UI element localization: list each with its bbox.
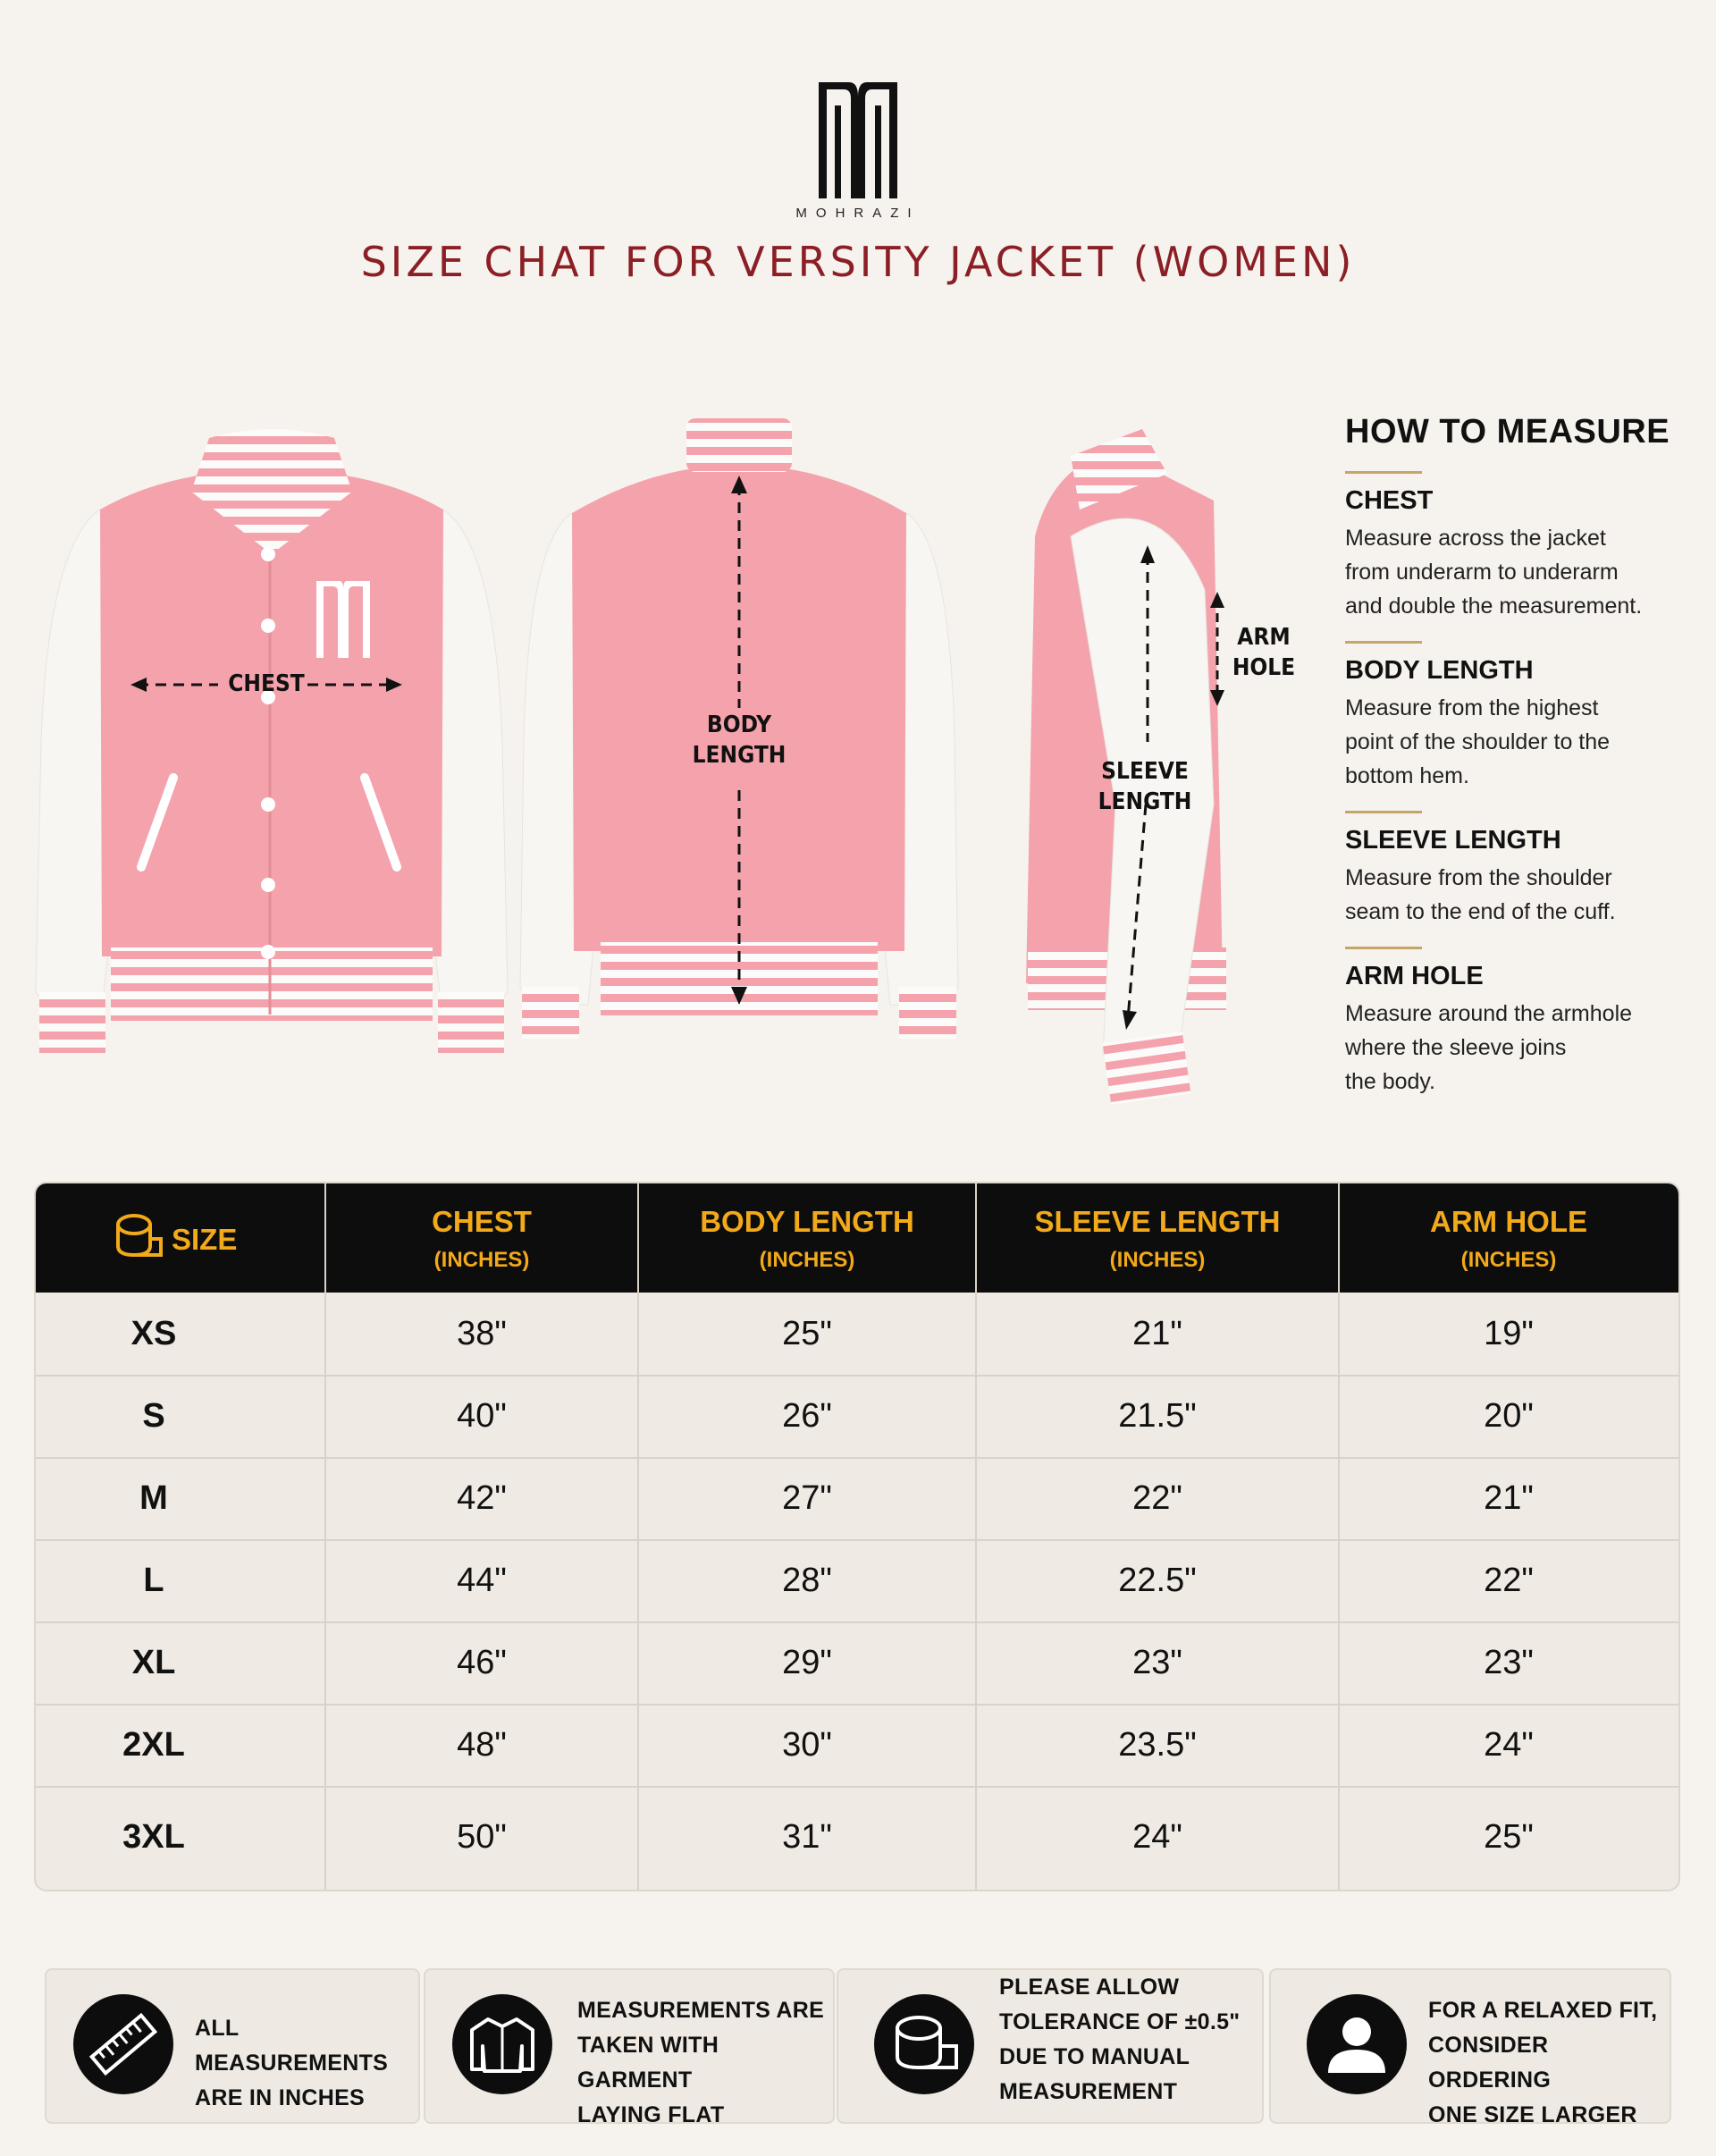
- table-row: [36, 1539, 1678, 1623]
- table-row: [36, 1457, 1678, 1541]
- table-header: [36, 1183, 1678, 1293]
- size-cell: M: [139, 1479, 168, 1517]
- measurement-cell: 22": [1132, 1479, 1182, 1517]
- measurement-cell: 48": [457, 1726, 507, 1764]
- note-text: MEASUREMENTS ARE TAKEN WITH GARMENT LAYING FLAT: [577, 1998, 825, 2127]
- body-length-label: BODY LENGTH: [692, 712, 786, 769]
- sleeve-length-label: SLEEVE LENGTH: [1098, 758, 1192, 815]
- brand-logo: [813, 79, 903, 204]
- measurement-cell: 50": [457, 1818, 507, 1856]
- header-size: SIZE: [36, 1183, 325, 1293]
- header-chest: CHEST (INCHES): [432, 1205, 532, 1272]
- measure-description: Measure around the armhole where the sleeve joins the body.: [1345, 1001, 1633, 1094]
- measurement-cell: 21.5": [1118, 1397, 1197, 1435]
- header-arm-hole: ARM HOLE (INCHES): [1430, 1205, 1587, 1272]
- measurement-cell: 44": [457, 1562, 507, 1599]
- size-chart-table: [34, 1182, 1680, 1891]
- measurement-cell: 46": [457, 1644, 507, 1681]
- column-divider: [324, 1183, 326, 1890]
- table-row: [36, 1704, 1678, 1788]
- note-text: FOR A RELAXED FIT, CONSIDER ORDERING ONE SIZE LARGER: [1428, 1998, 1658, 2127]
- measure-heading: BODY LENGTH: [1345, 656, 1534, 685]
- measurement-cell: 31": [782, 1818, 832, 1856]
- measurement-cell: 24": [1132, 1818, 1182, 1856]
- tape-measure-icon: [874, 1994, 974, 2094]
- size-cell: XS: [130, 1315, 177, 1352]
- how-to-measure-title: HOW TO MEASURE: [1345, 413, 1670, 451]
- measurement-cell: 38": [457, 1315, 507, 1352]
- measurement-cell: 27": [782, 1479, 832, 1517]
- measurement-cell: 23.5": [1118, 1726, 1197, 1764]
- measurement-cell: 21": [1132, 1315, 1182, 1352]
- header-sleeve-length: SLEEVE LENGTH (INCHES): [1034, 1205, 1281, 1272]
- chest-label: CHEST: [228, 670, 305, 697]
- measurement-cell: 28": [782, 1562, 832, 1599]
- divider: [1345, 947, 1422, 949]
- measurement-cell: 25": [782, 1315, 832, 1352]
- divider: [1345, 811, 1422, 813]
- measure-heading: ARM HOLE: [1345, 962, 1484, 990]
- measurement-cell: 23": [1484, 1644, 1534, 1681]
- table-row: [36, 1786, 1678, 1888]
- measurement-cell: 29": [782, 1644, 832, 1681]
- table-row: [36, 1293, 1678, 1377]
- column-divider: [975, 1183, 977, 1890]
- measurement-cell: 22.5": [1118, 1562, 1197, 1599]
- ruler-icon: [73, 1994, 173, 2094]
- page-title: SIZE CHAT FOR VERSITY JACKET (WOMEN): [360, 238, 1356, 286]
- measure-item-arm-hole: [1345, 947, 1685, 1099]
- measure-description: Measure across the jacket from underarm to underarm and double the measurement.: [1345, 526, 1643, 619]
- column-divider: [1338, 1183, 1340, 1890]
- note-relaxed-fit: [1269, 1968, 1671, 2127]
- measure-heading: CHEST: [1345, 486, 1434, 515]
- arm-hole-label: ARM HOLE: [1232, 624, 1296, 681]
- note-laying-flat: [424, 1968, 835, 2127]
- measure-item-chest: [1345, 471, 1685, 623]
- column-divider: [637, 1183, 639, 1890]
- jacket-front-illustration: [30, 420, 513, 1055]
- measurement-cell: 22": [1484, 1562, 1534, 1599]
- measurement-cell: 21": [1484, 1479, 1534, 1517]
- measurement-cell: 23": [1132, 1644, 1182, 1681]
- brand-name: MOHRAZI: [795, 206, 921, 221]
- note-tolerance: [837, 1968, 1264, 2124]
- size-cell: XL: [131, 1644, 176, 1681]
- measure-item-body-length: [1345, 641, 1685, 793]
- table-row: [36, 1621, 1678, 1705]
- measurement-cell: 42": [457, 1479, 507, 1517]
- measurement-cell: 24": [1484, 1726, 1534, 1764]
- divider: [1345, 641, 1422, 644]
- note-text: PLEASE ALLOW TOLERANCE OF ±0.5" DUE TO MANUAL MEASUREMENT: [999, 1975, 1241, 2104]
- size-cell: 2XL: [122, 1726, 185, 1764]
- size-cell: S: [142, 1397, 165, 1435]
- measurement-cell: 40": [457, 1397, 507, 1435]
- measurement-cell: 25": [1484, 1818, 1534, 1856]
- size-cell: L: [143, 1562, 164, 1599]
- measurement-cell: 30": [782, 1726, 832, 1764]
- measurement-cell: 19": [1484, 1315, 1534, 1352]
- measure-item-sleeve-length: [1345, 811, 1685, 929]
- measurement-cell: 26": [782, 1397, 832, 1435]
- measure-description: Measure from the shoulder seam to the end of the cuff.: [1345, 865, 1616, 924]
- measure-heading: SLEEVE LENGTH: [1345, 826, 1561, 855]
- size-cell: 3XL: [122, 1818, 185, 1856]
- tape-measure-icon: [114, 1212, 163, 1262]
- measure-description: Measure from the highest point of the shoulder to the bottom hem.: [1345, 695, 1611, 788]
- divider: [1345, 471, 1422, 474]
- header-body-length: BODY LENGTH (INCHES): [700, 1205, 914, 1272]
- measurement-cell: 20": [1484, 1397, 1534, 1435]
- note-inches: [45, 1968, 420, 2124]
- how-to-measure-panel: [1345, 413, 1685, 1116]
- person-icon: [1307, 1994, 1407, 2094]
- note-text: ALL MEASUREMENTS ARE IN INCHES: [195, 2016, 389, 2110]
- table-row: [36, 1375, 1678, 1459]
- jacket-icon: [452, 1994, 552, 2094]
